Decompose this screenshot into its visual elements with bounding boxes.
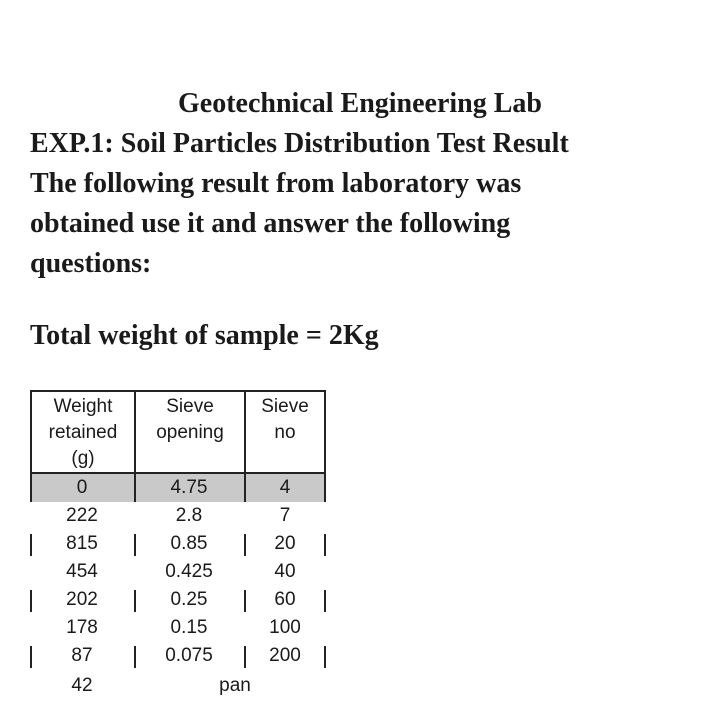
cell-sieve-no: 100 <box>269 617 301 638</box>
cell-sieve-no: 7 <box>279 505 291 526</box>
total-weight-statement: Total weight of sample = 2Kg <box>30 320 379 351</box>
cell-weight: 178 <box>66 617 98 638</box>
header-weight-line-3: (g) <box>71 448 95 469</box>
table-row <box>30 672 326 700</box>
header-opening-line-1: Sieve <box>166 396 214 417</box>
cell-sieve-no: 60 <box>274 589 296 610</box>
cell-opening: 0.15 <box>170 617 208 638</box>
cell-opening: 0.075 <box>165 645 213 666</box>
sieve-analysis-table <box>30 390 326 702</box>
cell-sieve-no <box>244 672 326 700</box>
cell-sieve-no: 40 <box>274 561 296 582</box>
table-row <box>30 614 326 642</box>
table-header <box>30 390 326 474</box>
cell-opening: 2.8 <box>175 505 203 526</box>
table-row <box>30 502 326 530</box>
intro-line-3: questions: <box>30 248 152 279</box>
cell-sieve-no: 20 <box>274 533 296 554</box>
cell-weight: 815 <box>66 533 98 554</box>
cell-sieve-no: 4 <box>279 477 291 498</box>
table-row <box>30 642 326 670</box>
cell-weight: 202 <box>66 589 98 610</box>
header-weight-line-2: retained <box>48 422 118 443</box>
header-weight-line-1: Weight <box>53 396 113 417</box>
cell-opening: 0.425 <box>165 561 213 582</box>
table-row <box>30 558 326 586</box>
header-opening-line-2: opening <box>156 422 224 443</box>
header-sieveno-line-1: Sieve <box>261 396 309 417</box>
cell-weight: 42 <box>71 675 93 696</box>
cell-opening: 4.75 <box>170 477 208 498</box>
cell-opening: 0.85 <box>170 533 208 554</box>
table-row <box>30 474 326 502</box>
header-weight-retained <box>32 392 136 474</box>
cell-weight: 0 <box>76 477 88 498</box>
table-row <box>30 586 326 614</box>
header-sieve-no <box>246 392 324 474</box>
intro-line-1: The following result from laboratory was <box>30 168 522 199</box>
cell-weight: 222 <box>66 505 98 526</box>
cell-opening: 0.25 <box>170 589 208 610</box>
header-sieveno-line-2: no <box>274 422 296 443</box>
cell-weight: 454 <box>66 561 98 582</box>
cell-weight: 87 <box>71 645 93 666</box>
experiment-title: EXP.1: Soil Particles Distribution Test Result <box>30 128 569 159</box>
cell-opening: pan <box>219 675 251 696</box>
intro-line-2: obtained use it and answer the following <box>30 208 511 239</box>
table-row <box>30 530 326 558</box>
cell-sieve-no: 200 <box>269 645 301 666</box>
page-title: Geotechnical Engineering Lab <box>178 88 542 119</box>
header-sieve-opening <box>136 392 246 474</box>
